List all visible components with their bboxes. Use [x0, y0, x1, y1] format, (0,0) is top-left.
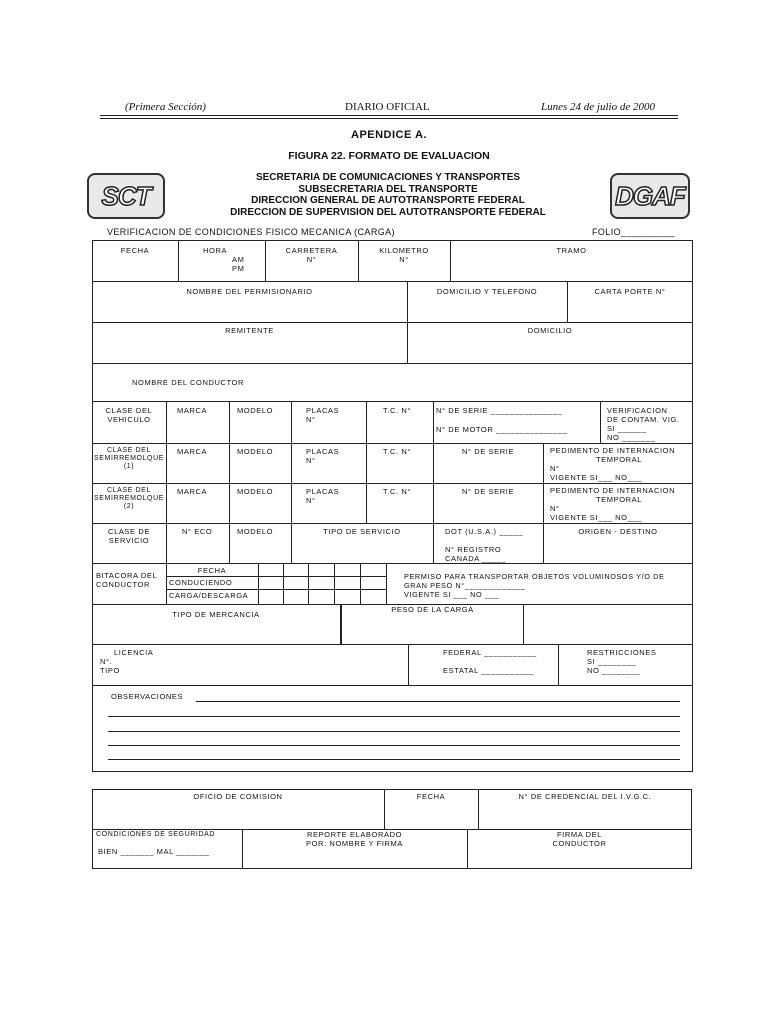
kilometro-label: KILOMETRO — [379, 246, 429, 255]
credencial-label: N° DE CREDENCIAL DEL I.V.G.C. — [518, 792, 652, 801]
clase-semirremolque-1-label: CLASE DEL SEMIRREMOLQUE (1) — [93, 447, 165, 470]
dot-field: DOT (U.S.A.) _____ — [445, 527, 524, 536]
observaciones-line — [108, 716, 680, 717]
org-line-4: DIRECCION DE SUPERVISION DEL AUTOTRANSPORTE FEDERAL — [230, 206, 546, 218]
kilometro-no-label: N° — [399, 255, 409, 264]
carta-porte-label: CARTA PORTE N° — [594, 287, 666, 296]
modelo-label: MODELO — [237, 447, 274, 456]
permiso-block: PERMISO PARA TRANSPORTAR OBJETOS VOLUMINOSOS Y/O DE GRAN PESO N°_____________ VIGENTE SI ___ NO ___ — [404, 572, 665, 599]
reporte-elaborado-label: REPORTE ELABORADO POR: NOMBRE Y FIRMA — [306, 830, 403, 848]
marca-label: MARCA — [177, 487, 208, 496]
org-line-2: SUBSECRETARIA DEL TRANSPORTE — [298, 183, 478, 195]
publication-date: Lunes 24 de julio de 2000 — [541, 101, 655, 113]
newspaper-name: DIARIO OFICIAL — [345, 101, 430, 113]
domicilio-telefono-label: DOMICILIO Y TELEFONO — [436, 287, 538, 296]
pedimento-1-block: PEDIMENTO DE INTERNACION TEMPORAL N° VIGENTE SI___ NO___ — [550, 446, 676, 482]
observaciones-line — [108, 759, 680, 760]
eco-label: N° ECO — [182, 527, 213, 536]
estatal-field: ESTATAL ___________ — [443, 666, 534, 675]
hora-label: HORA — [203, 246, 228, 255]
modelo-label: MODELO — [237, 527, 274, 536]
carretera-no-label: N° — [306, 255, 317, 264]
motor-field: N° DE MOTOR _______________ — [436, 425, 568, 434]
org-line-1: SECRETARIA DE COMUNICACIONES Y TRANSPORTES — [255, 172, 521, 183]
appendix-title: APENDICE A. — [351, 129, 427, 141]
oficio-comision-label: OFICIO DE COMISION — [193, 792, 283, 801]
dgaf-logo: DGAF — [610, 173, 690, 219]
origen-destino-label: ORIGEN - DESTINO — [578, 527, 658, 536]
section-label: (Primera Sección) — [125, 101, 206, 113]
peso-carga-label: PESO DE LA CARGA — [391, 605, 474, 614]
folio-field: FOLIO__________ — [592, 227, 676, 237]
header-rule-bottom — [100, 118, 678, 119]
firma-conductor-label: FIRMA DEL CONDUCTOR — [552, 830, 607, 848]
federal-field: FEDERAL ___________ — [443, 648, 537, 657]
header-rule-top — [100, 115, 678, 116]
placas-label: PLACAS N° — [306, 447, 340, 465]
serie-label: N° DE SERIE — [461, 447, 515, 456]
condiciones-seguridad-label: CONDICIONES DE SEGURIDAD — [96, 831, 216, 838]
clase-vehiculo-label: CLASE DEL VEHICULO — [105, 406, 153, 424]
observaciones-line — [108, 745, 680, 746]
pedimento-2-block: PEDIMENTO DE INTERNACION TEMPORAL N° VIGENTE SI___ NO___ — [550, 486, 676, 522]
observaciones-line — [196, 701, 680, 702]
marca-label: MARCA — [177, 447, 208, 456]
bien-mal-field: BIEN _______ MAL _______ — [98, 847, 210, 856]
sct-logo: SCT — [87, 173, 165, 219]
modelo-label: MODELO — [237, 487, 274, 496]
tramo-label: TRAMO — [556, 246, 587, 255]
domicilio-label: DOMICILIO — [527, 326, 573, 335]
registro-canada-field: N° REGISTRO CANADA _____ — [445, 545, 506, 563]
fecha-label: FECHA — [120, 246, 150, 255]
permisionario-label: NOMBRE DEL PERMISIONARIO — [186, 287, 313, 296]
clase-servicio-label: CLASE DE SERVICIO — [108, 527, 150, 545]
marca-label: MARCA — [177, 406, 208, 415]
carretera-label: CARRETERA — [285, 246, 338, 255]
licencia-block: LICENCIA N°. TIPO — [100, 648, 154, 675]
serie-field: N° DE SERIE _______________ — [436, 406, 563, 415]
tc-label: T.C. N° — [383, 406, 412, 415]
tc-label: T.C. N° — [383, 447, 412, 456]
org-line-3: DIRECCION GENERAL DE AUTOTRANSPORTE FEDERAL — [251, 195, 525, 206]
observaciones-line — [108, 731, 680, 732]
bitacora-label: BITACORA DEL CONDUCTOR — [96, 571, 158, 589]
conductor-label: NOMBRE DEL CONDUCTOR — [132, 378, 245, 387]
tipo-mercancia-label: TIPO DE MERCANCIA — [172, 610, 260, 619]
placas-label: PLACAS N° — [306, 487, 340, 505]
footer-fecha-label: FECHA — [416, 792, 446, 801]
tipo-servicio-label: TIPO DE SERVICIO — [323, 527, 401, 536]
clase-semirremolque-2-label: CLASE DEL SEMIRREMOLQUE (2) — [93, 487, 165, 510]
tc-label: T.C. N° — [383, 487, 412, 496]
remitente-label: REMITENTE — [225, 326, 274, 335]
serie-label: N° DE SERIE — [461, 487, 515, 496]
carga-descarga-label: CARGA/DESCARGA — [169, 591, 249, 600]
verificacion-block: VERIFICACION DE CONTAM. VIG. SI ______ NO _______ — [607, 406, 680, 442]
verification-label: VERIFICACION DE CONDICIONES FISICO MECANICA (CARGA) — [107, 227, 395, 237]
am-label: AM — [232, 255, 245, 264]
conduciendo-label: CONDUCIENDO — [169, 578, 233, 587]
bitacora-fecha-label: FECHA — [197, 566, 227, 575]
observaciones-label: OBSERVACIONES — [111, 692, 184, 701]
modelo-label: MODELO — [237, 406, 274, 415]
restricciones-block: RESTRICCIONES SI ________ NO ________ — [587, 648, 657, 675]
figure-title: FIGURA 22. FORMATO DE EVALUACION — [288, 150, 490, 162]
placas-label: PLACAS N° — [306, 406, 340, 424]
organization-block — [170, 172, 606, 218]
pm-label: PM — [232, 264, 245, 273]
